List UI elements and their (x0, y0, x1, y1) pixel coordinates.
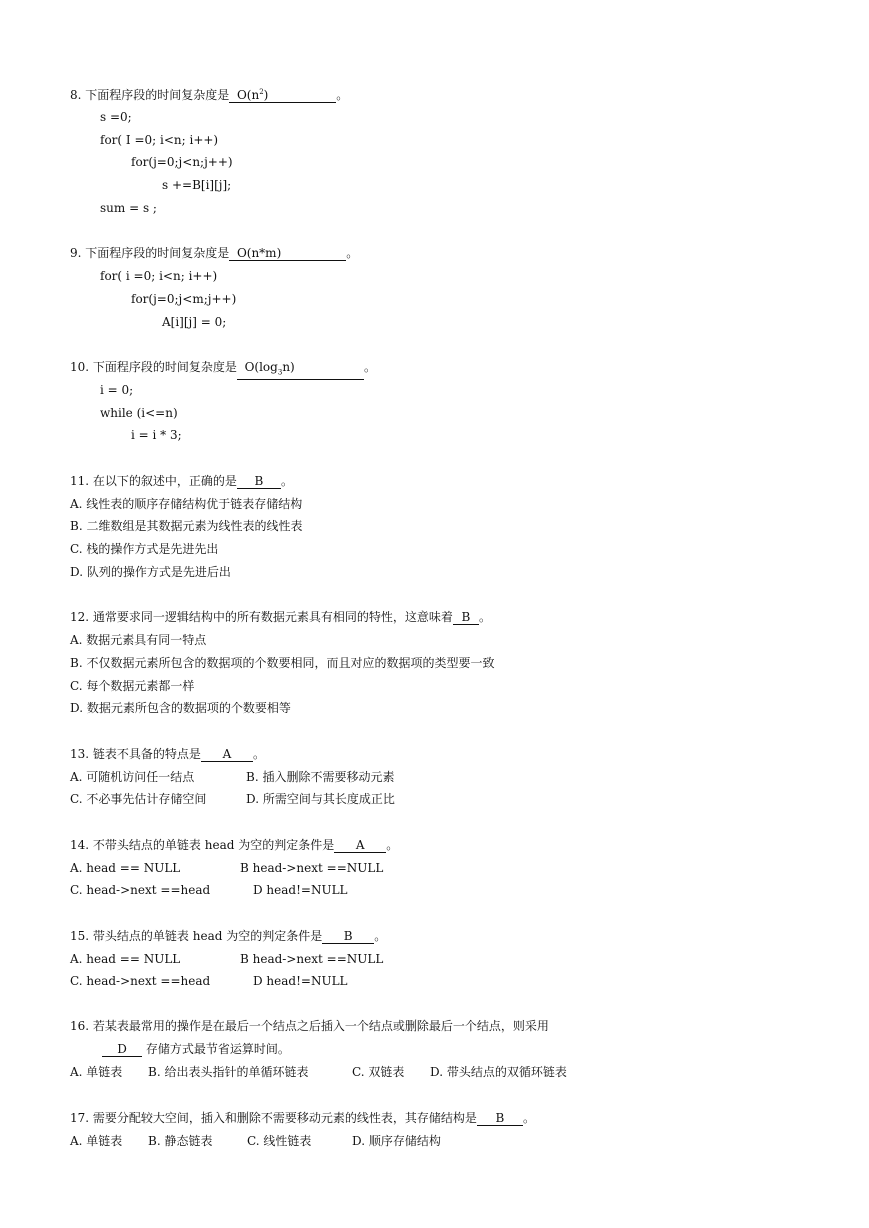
question-11 (70, 472, 293, 490)
question-end: 。 (386, 838, 399, 852)
option-d: D. 所需空间与其长度成正比 (246, 792, 395, 806)
code-line: i = 0; (100, 383, 134, 397)
option-c: C. 不必事先估计存储空间 (70, 792, 207, 806)
question-number: 17. (70, 1111, 90, 1125)
option-row (70, 950, 383, 968)
question-number: 9. (70, 246, 82, 260)
question-end: 。 (522, 1111, 535, 1125)
code-line: for( i =0; i<n; i++) (100, 269, 218, 283)
code-line: s =0; (100, 110, 132, 124)
option-b: B. 不仅数据元素所包含的数据项的个数要相同，而且对应的数据项的类型要一致 (70, 656, 495, 670)
code-line: for(j=0;j<n;j++) (131, 155, 233, 169)
question-stem: 下面程序段的时间复杂度是 (92, 360, 237, 374)
code-line: s +=B[i][j]; (162, 178, 232, 192)
option-row (70, 972, 348, 990)
question-number: 10. (70, 360, 90, 374)
question-stem-2: 存储方式最节省运算时间。 (145, 1042, 290, 1056)
option-b: B. 二维数组是其数据元素为线性表的线性表 (70, 519, 303, 533)
question-8 (70, 85, 348, 103)
question-end: 。 (374, 929, 387, 943)
option-row (70, 1132, 441, 1150)
question-stem: 若某表最常用的操作是在最后一个结点之后插入一个结点或删除最后一个结点，则采用 (92, 1019, 549, 1033)
option-a: A. 数据元素具有同一特点 (70, 633, 207, 647)
question-stem: 不带头结点的单链表 head 为空的判定条件是 (92, 838, 335, 852)
answer-blank: O(n*m) (229, 246, 346, 261)
option-b: B head->next ==NULL (240, 861, 384, 875)
question-15 (70, 927, 386, 945)
question-number: 11. (70, 474, 90, 488)
code-line: A[i][j] = 0; (162, 315, 227, 329)
option-c: C. head->next ==head (70, 883, 211, 897)
answer-blank: $O(n^2)$ (229, 85, 336, 103)
option-d: D head!=NULL (253, 974, 348, 988)
answer-blank: B (477, 1111, 523, 1126)
option-a: A. 可随机访问任一结点 (70, 770, 195, 784)
question-end: 。 (478, 610, 491, 624)
answer-blank: B (453, 610, 479, 625)
question-number: 16. (70, 1019, 90, 1033)
code-line: for( I =0; i<n; i++) (100, 133, 219, 147)
option-a: A. head == NULL (70, 861, 181, 875)
question-9 (70, 244, 358, 262)
question-16 (70, 1017, 549, 1035)
question-stem: 在以下的叙述中，正确的是 (92, 474, 237, 488)
question-end: 。 (252, 747, 265, 761)
question-stem: 通常要求同一逻辑结构中的所有数据元素具有相同的特性，这意味着 (92, 610, 453, 624)
option-b: B. 插入删除不需要移动元素 (246, 770, 395, 784)
question-16-continued (102, 1040, 290, 1058)
code-line: for(j=0;j<m;j++) (131, 292, 237, 306)
code-line: sum = s ; (100, 201, 157, 215)
option-c: C. 线性链表 (247, 1134, 312, 1148)
question-10 (70, 358, 376, 376)
option-b: B head->next ==NULL (240, 952, 384, 966)
answer-blank: B (237, 474, 281, 489)
option-row (70, 859, 383, 877)
code-line: while (i<=n) (100, 406, 178, 420)
question-stem: 链表不具备的特点是 (92, 747, 201, 761)
option-d: D. 数据元素所包含的数据项的个数要相等 (70, 701, 291, 715)
option-row (70, 768, 394, 786)
option-d: D. 顺序存储结构 (352, 1134, 441, 1148)
option-b: B. 给出表头指针的单循环链表 (148, 1065, 309, 1079)
answer-blank: D (102, 1042, 142, 1057)
option-a: A. head == NULL (70, 952, 181, 966)
question-end: 。 (280, 474, 293, 488)
answer-blank: A (201, 747, 253, 762)
question-number: 14. (70, 838, 90, 852)
answer-blank: A (334, 838, 386, 853)
option-d: D head!=NULL (253, 883, 348, 897)
question-number: 12. (70, 610, 90, 624)
option-a: A. 单链表 (70, 1065, 123, 1079)
option-a: A. 线性表的顺序存储结构优于链表存储结构 (70, 497, 303, 511)
question-number: 8. (70, 88, 82, 102)
answer-blank: B (322, 929, 374, 944)
question-stem: 带头结点的单链表 head 为空的判定条件是 (92, 929, 323, 943)
question-stem: 下面程序段的时间复杂度是 (85, 88, 230, 102)
question-stem: 需要分配较大空间，插入和删除不需要移动元素的线性表，其存储结构是 (92, 1111, 477, 1125)
question-12 (70, 608, 491, 626)
option-row (70, 1063, 567, 1081)
question-number: 13. (70, 747, 90, 761)
code-line: i = i * 3; (131, 428, 182, 442)
question-number: 15. (70, 929, 90, 943)
question-stem: 下面程序段的时间复杂度是 (85, 246, 230, 260)
option-row (70, 790, 395, 808)
option-b: B. 静态链表 (148, 1134, 213, 1148)
option-c: C. 双链表 (352, 1065, 405, 1079)
option-c: C. 栈的操作方式是先进先出 (70, 542, 219, 556)
option-row (70, 881, 348, 899)
option-a: A. 单链表 (70, 1134, 123, 1148)
option-d: D. 带头结点的双循环链表 (430, 1065, 567, 1079)
question-end: 。 (336, 88, 349, 102)
question-end: 。 (363, 360, 376, 374)
option-c: C. 每个数据元素都一样 (70, 679, 195, 693)
option-d: D. 队列的操作方式是先进后出 (70, 565, 231, 579)
question-14 (70, 836, 398, 854)
option-c: C. head->next ==head (70, 974, 211, 988)
answer-blank: $O(\log_3n)$ (237, 360, 364, 380)
question-17 (70, 1109, 535, 1127)
question-13 (70, 745, 265, 763)
question-end: 。 (346, 246, 359, 260)
